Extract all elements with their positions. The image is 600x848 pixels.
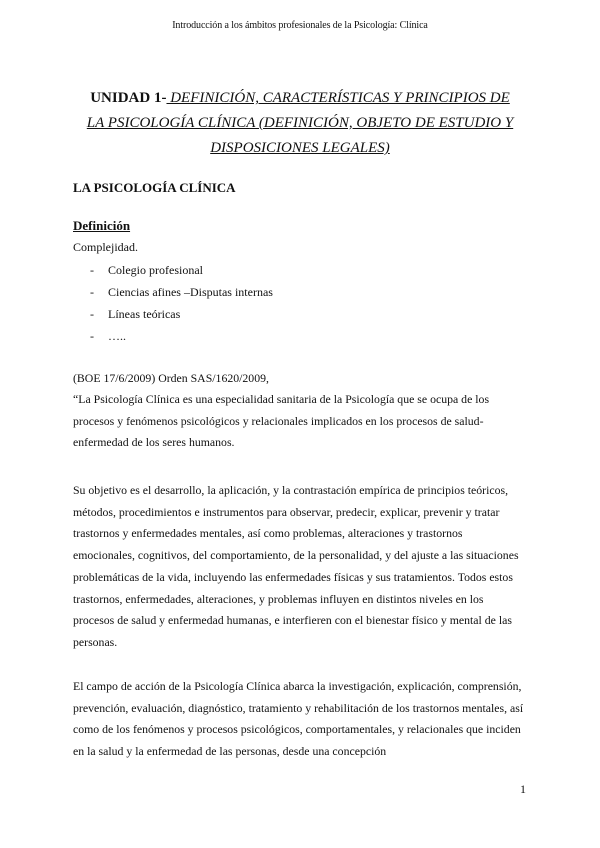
list-item-text: Ciencias afines –Disputas internas <box>108 285 273 299</box>
unit-title-text: DEFINICIÓN, CARACTERÍSTICAS Y PRINCIPIOS DE LA PSICOLOGÍA CLÍNICA (DEFINICIÓN, OBJETO DE ESTUDIO Y DISPOSICIONES LEGALES) <box>86 90 514 156</box>
list-item <box>90 328 273 350</box>
objective-paragraph: Su objetivo es el desarrollo, la aplicación, y la contrastación empírica de principios teóricos, métodos, procedimientos e instrumentos para observar, predecir, explicar, prevenir y tratar trastornos y enfermedades mentales, así como problemas, alteraciones y trastornos emocionales, cognitivos, del comportamiento, de la personalidad, y del ajuste a las situaciones problemáticas de la vida, incluyendo las enfermedades físicas y sus tratamientos. Todos estos trastornos, enfermedades, alteraciones, y problemas influyen en distintos niveles en los procesos de salud y enfermedad humanas, e interfieren con el bienestar físico y mental de las personas. <box>73 483 519 649</box>
section-title: LA PSICOLOGÍA CLÍNICA <box>73 180 236 195</box>
boe-reference: (BOE 17/6/2009) Orden SAS/1620/2009, <box>73 371 269 385</box>
complexity-label: Complejidad. <box>73 240 138 254</box>
list-item-text: Líneas teóricas <box>108 307 181 321</box>
bullet-dash: - <box>90 263 94 277</box>
unit-label: UNIDAD 1- <box>90 90 167 106</box>
definition-heading: Definición <box>73 218 131 233</box>
definition-quote: “La Psicología Clínica es una especialidad sanitaria de la Psicología que se ocupa de los procesos y fenómenos psicológicos y relacionales implicados en los procesos de salud-enfermedad de los seres humanos. <box>73 392 490 450</box>
field-paragraph: El campo de acción de la Psicología Clínica abarca la investigación, explicación, comprensión, prevención, evaluación, diagnóstico, tratamiento y rehabilitación de los trastornos mentales, así como de los fenómenos y procesos psicológicos, comportamentales, y relacionales que inciden en la salud y la enfermedad de las personas, desde una concepción <box>73 679 524 759</box>
list-item-text: ….. <box>108 329 126 343</box>
page-number: 1 <box>520 782 526 796</box>
list-item-text: Colegio profesional <box>108 263 203 277</box>
bullet-dash: - <box>90 307 94 321</box>
unit-title <box>80 86 520 161</box>
list-item <box>90 284 273 306</box>
list-item <box>90 262 273 284</box>
bullet-dash: - <box>90 329 94 343</box>
list-item <box>90 306 273 328</box>
running-header: Introducción a los ámbitos profesionales de la Psicología: Clínica <box>172 20 428 31</box>
bullet-list <box>90 262 273 350</box>
bullet-dash: - <box>90 285 94 299</box>
